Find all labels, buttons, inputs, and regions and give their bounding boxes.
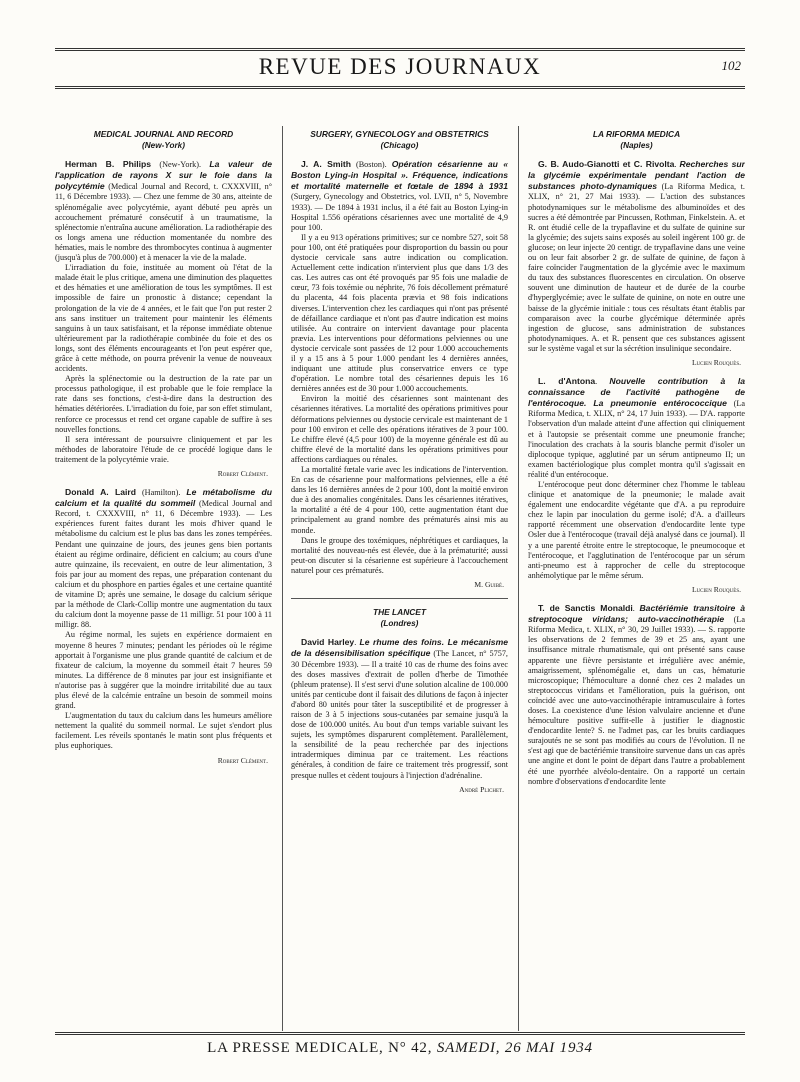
column-3 [528,126,745,1031]
journal-city: (Chicago) [380,141,419,151]
column-divider [282,126,283,1031]
article-paragraph: Il y a eu 913 opérations primitives; sur ce nombre 527, soit 58 pour 100, ont été pratiquées pour disproportion du bassin ou pour dystocie cervicale sans autre indication ou complication. Actuellement cette indication n'intervient plus que dans 1/3 des cas. Les autres cas ont été provoqués par 95 fois une maladie de cœur, 73 fois toxémie ou néphrite, 76 fois décollement prématuré du placenta, 44 fois placenta prævia et 98 fois indications diverses. L'intervention chez les cardiaques qui n'ont pas présenté de défaillance cardiaque et n'ont pas d'autre indication est moins utilisée. Au contraire on intervient davantage pour placenta prævia. Les interventions pour déformations pelviennes ou une dystocie cervicale sont passées de 12 pour 1.000 accouchements il y a 15 ans à 5 pour 1.000 pendant les 4 dernières années, indiquant une attitude plus conservatrice envers ce type d'opération. Le nombre total des césariennes depuis les 16 dernières années est de 30 pour 1.000 accouchements. [291,232,508,394]
article [528,376,745,595]
article-title: La valeur de l'application de rayons X sur le foie dans la polycytémie [55,159,272,192]
article-author: Donald A. Laird [65,487,136,498]
article [55,487,272,766]
journal-city: (Naples) [620,141,653,151]
journal-name: MEDICAL JOURNAL AND RECORD [93,129,234,139]
article [291,159,508,590]
article-signature: Robert Clément. [217,469,268,478]
article-affiliation: . [674,160,680,170]
article-paragraph: L'augmentation du taux du calcium dans les humeurs améliore nettement la qualité du sommeil normal. Le sujet s'endort plus facilement. Les réveils spontanés le matin sont plus fréquents et plus euphoriques. [55,711,272,751]
article-author: T. de Sanctis Monaldi [538,603,633,614]
header-rule-top [55,48,745,49]
footer-rule [55,1032,745,1033]
journal-city: (Londres) [380,619,419,629]
article-signature: Robert Clément. [217,755,268,765]
journal-name: SURGERY, GYNECOLOGY and OBSTETRICS [310,129,489,139]
article-lead [291,637,508,780]
header-rule-top-2 [55,50,745,51]
article-title: Nouvelle contribution à la connaissance de l'activité pathogène de l'entérocoque. La pneumonie entérococcique [528,376,745,409]
footer-date: SAMEDI, 26 MAI 1934 [436,1040,593,1056]
article-affiliation: . [354,638,360,648]
column-divider [518,126,519,1031]
journal-name: LA RIFORMA MEDICA [592,129,681,139]
article-author: Herman B. Philips [65,159,152,170]
article-paragraph: Environ la moitié des césariennes sont maintenant des césariennes itératives. La mortalité des opérations primitives pour déformations pelviennes ou dystocie cervicale est maintenant de 1 pour 100 environ et celle des opérations itératives de 3 pour 100. Le chiffre élevé (4,5 pour 100) de la moyenne générale est dû au chiffre élevé de la mortalité dans les opérations primitives pour affections cardiaques ou rénales. [291,394,508,464]
journal-city: (New-York) [142,141,185,151]
article-text: (La Riforma Medica, t. XLIX, n° 21, 27 Mai 1933). — L'action des substances photodynamiques sur le métabolisme des albuminoïdes et des sucres a été démontrée par Pincussen, Rothman, Finkelstein. A. et R. ont étudié celle de la trypaflavine et du sulfate de quinine sur la glycémie; des sujets sains exposés au soleil ingèrent 100 gr. de glucose; on leur injecte 20 centigr. de trypaflavine dans une veine ou on leur fait absorber 2 gr. de sulfate de quinine, de façon à faire coïncider l'augmentation de la glycémie avec le maximum du taux des substances fluorescentes en circulation. On observe souvent une diminution de hauteur et de durée de la courbe d'hyperglycémie; avec le sulfate de quinine, on note en outre une baisse de la glycémie initiale : tous ces résultats étant établis par comparaison avec la courbe glycémique déterminée après ingestion de glucose, sans administration de substances photodynamiques. A. et R. pensent que ces substances agissent sur le système vagal et sur la sécrétion insulinique secondaire. [528,182,745,353]
article-paragraph: L'entérocoque peut donc déterminer chez l'homme le tableau clinique et anatomique de la pneumonie; le malade avait également une endocardite végétante que d'A. a pu reproduire chez le lapin par inoculation du germe isolé; d'A. a d'ailleurs rapporté récemment une observation d'endocardite lente type Osler due à l'entérocoque (travail déjà analysé dans ce journal). Il y a une parenté étroite entre le streptocoque, le pneumocoque et l'entérocoque, et l'agglutination de l'entérocoque par un sérum anti-pneumo est à rapprocher de celle du streptocoque anhémolytique par le même sérum. [528,480,745,580]
article [291,637,508,794]
article-signature: André Plichet. [459,784,504,794]
article-text: (La Riforma Medica, t. XLIX, n° 30, 29 Juillet 1933). — S. rapporte les observations de 2 femmes de 39 et 25 ans, ayant une insuffisance mitrale rhumatismale, qui ont présenté sans cause apparente une fièvre persistante et irrégulière avec anémie, amaigrissement, splénomégalie et, dans un cas, hématurie microscopique; l'hémoculture a donné chez ces 2 malades un streptococcus viridans et l'amélioration, puis la guérison, ont coïncidé avec une auto-vaccinothérapie intramusculaire à fortes doses. La coexistence d'une lésion valvulaire ancienne et d'une hémoculture positive suffit-elle à justifier le diagnostic d'endocardite lente? S. ne l'admet pas, car les bruits cardiaques surajoutés ne se sont pas modifiés au cours de l'évolution. Il ne s'est agi que de bactériémie transitoire survenue dans un cas après une angine et dont le point de départ dans l'autre a probablement été une pyorrhée alvéolo-dentaire. On a rapporté un certain nombre d'observations d'endocardite lente [528,615,745,786]
article-lead [528,376,745,480]
section-divider [291,598,508,599]
article-paragraph: La mortalité fœtale varie avec les indications de l'intervention. En cas de césarienne pour malformations pelviennes, elle a été dans les 16 dernières années de 2 pour 100, dont la moitié environ due à des anomalies congénitales. Dans les césariennes itératives, la mortalité a été de 4 pour 100, cette augmentation étant due principalement au grand nombre des prématurés ainsi mis au monde. [291,465,508,535]
footer [55,1040,745,1057]
header-rule-bottom [55,86,745,87]
page-number: 102 [721,58,741,73]
page [55,40,745,1080]
article-text: (Medical Journal and Record, t. CXXXVIII, n° 11, 6 Décembre 1933). — Les expériences furent faites durant les mois d'hiver quand le métabolisme du calcium est le plus bas dans les zones tempérées. Pendant une quinzaine de jours, des jeunes gens bien portants étaient au régime ordinaire, déficient en calcium; au cours d'une autre quinzaine, ils recevaient, en outre de leur alimentation, 3 fois par jour au moment des repas, une préparation contenant du calcium et du phosphore en parties égales et une certaine quantité de vitamine D; après une semaine, le dosage du calcium sérique par la méthode de Clark-Collip montre une augmentation du taux du calcium dont la moyenne passe de 11 milligr. 51 pour 100 à 11 milligr. 88. [55,499,272,630]
article-author: David Harley [301,637,355,648]
article-author: L. d'Antona [538,376,596,387]
article-author: J. A. Smith [301,159,351,170]
footer-rule-2 [55,1034,745,1035]
article-paragraph: L'irradiation du foie, instituée au moment où l'état de la malade était le plus critique, amena une diminution des plaquettes et des hématies et une amélioration de tous les symptômes. Il est impossible de faire un pronostic à distance; cependant la prolongation de la vie de 4 années, et le fait que l'on put rester 2 ans sans instituer un traitement pour maintenir les éléments sanguins à un taux satisfaisant, et la réponse immédiate obtenue ultérieurement par la radiothérapie combinée du foie et des os longs, sont des éléments encourageants et l'on peut espérer que, grâce à cette méthode, on pourra prévenir la venue de nouveaux accidents. [55,263,272,374]
article-title: Le métabolisme du calcium et la qualité du sommeil [55,487,272,509]
article-signature: Lucien Rouquès. [691,357,741,367]
article-lead [55,159,272,263]
column-2 [291,126,508,1031]
article-lead [291,159,508,233]
article-affiliation: . [632,604,640,614]
header-title: REVUE DES JOURNAUX [258,54,542,79]
article-title: Le rhume des foins. Le mécanisme de la désensibilisation spécifique [291,637,508,659]
article-title: Bactériémie transitoire à streptocoque viridans; auto-vaccinothérapie [528,603,745,625]
article-affiliation: (Boston). [351,160,392,170]
article-paragraph: Dans le groupe des toxémiques, néphrétiques et cardiaques, la mortalité des nouveau-nés est élevée, due à la prématurité; aussi peut-on discuter si la césarienne est supérieure à l'accouchement naturel pour ces prématurés. [291,535,508,575]
article-affiliation: (Hamilton). [136,488,187,498]
article-signature: Lucien Rouquès. [691,584,741,594]
article-affiliation: (New-York). [151,160,210,170]
header-rule-bottom-2 [55,88,745,89]
article-text: (The Lancet, n° 5757, 30 Décembre 1933). — Il a traité 10 cas de rhume des foins avec des doses massives d'extrait de pollen d'herbe de Timothée (phleum pratense). Il s'est servi d'une solution alcaline de 100.000 unités par centicube dont il faisait des dilutions de façon à injecter d'abord 80 unités pour tâter la susceptibilité et de progresser à raison de 3 à 5 injections sous-cutanées par semaine jusqu'à la dose de 100.000 unités. Au bout d'un temps variable suivant les sujets, les symptômes disparurent complètement. Parallèlement, la sensibilité de la peau recherchée par des injections intradermiques diminua par ce traitement. Les réactions générales, à condition de faire ce traitement très progressif, sont presque nulles et cèdent toujours à l'injection d'adrénaline. [291,649,508,780]
article-paragraph: Après la splénectomie ou la destruction de la rate par un processus pathologique, il est probable que le foie remplace la rate dans ses fonctions, c'est-à-dire dans la destruction des hématies détériorées. L'irradiation du foie, par son effet stimulant, renforce ce processus et rend cet organe capable de suffire à ses nouvelles fonctions. [55,374,272,434]
columns [55,126,745,1026]
article-lead [528,159,745,354]
article-affiliation: . [595,377,610,387]
column-1 [55,126,272,1031]
article-text: (Surgery, Gynecology and Obstetrics, vol. LVII, n° 5, Novembre 1933). — De 1894 à 1931 inclus, il a été fait au Boston Lying-in Hospital 1.556 opérations césariennes avec une mortalité de 4,9 pour 100. [291,192,508,232]
article-text: (Medical Journal and Record, t. CXXXVIII, n° 11, 6 Décembre 1933). — Chez une femme de 30 ans, atteinte de splénomégalie avec polycytémie, ayant débuté peu après un accouchement prématuré consécutif à un traumatisme, la splénectomie n'entraîna aucune amélioration. La radiothérapie des os longs amena une réduction momentanée du nombre des hématies, mais le nombre des thrombocytes continua à augmenter (jusqu'à plus de 700.000) et à menacer la vie de la malade. [55,182,272,263]
article-paragraph: Au régime normal, les sujets en expérience dormaient en moyenne 8 heures 7 minutes; pendant les périodes où le régime apportait à l'organisme une plus grande quantité de calcium et de fixateur de calcium, la moyenne du sommeil était 7 heures 59 minutes. La différence de 8 minutes par jour est insignifiante et n'autorise pas à suggérer que la moindre irritabilité due au taux plus élevé de la calcémie entraîne un besoin de sommeil moins grand. [55,630,272,711]
article-title: Recherches sur la glycémie expérimentale pendant l'action de substances photo-dynamiques [528,159,745,192]
article-title: Opération césarienne au « Boston Lying-in Hospital ». Fréquence, indications et mortalité maternelle et fœtale de 1894 à 1931 [291,159,508,192]
article-lead [528,603,745,787]
article [528,603,745,787]
journal-name: THE LANCET [372,607,427,618]
article-author: G. B. Audo-Gianotti et C. Rivolta [538,159,675,170]
footer-journal: LA PRESSE MEDICALE, N° 42, [207,1040,437,1056]
article-lead [55,487,272,630]
article [55,159,272,479]
article-text: (La Riforma Medica, t. XLIX, n° 24, 17 Juin 1933). — D'A. rapporte l'observation d'un malade atteint d'une affection qui cliniquement et à l'autopsie se présentait comme une pneumonie franche; l'inoculation des crachats à la souris blanche permit d'isoler un diplocoque typique, agglutiné par un sérum antipneumo II; un examen bactériologique plus complet montra qu'il s'agissait en réalité d'un entérocoque. [528,399,745,479]
article-signature: M. Guibé. [474,580,504,590]
article-paragraph: Il sera intéressant de poursuivre cliniquement et par les méthodes de laboratoire l'étude de ce procédé logique dans le traitement de la polycytémie vraie. [55,434,272,464]
article [528,159,745,368]
